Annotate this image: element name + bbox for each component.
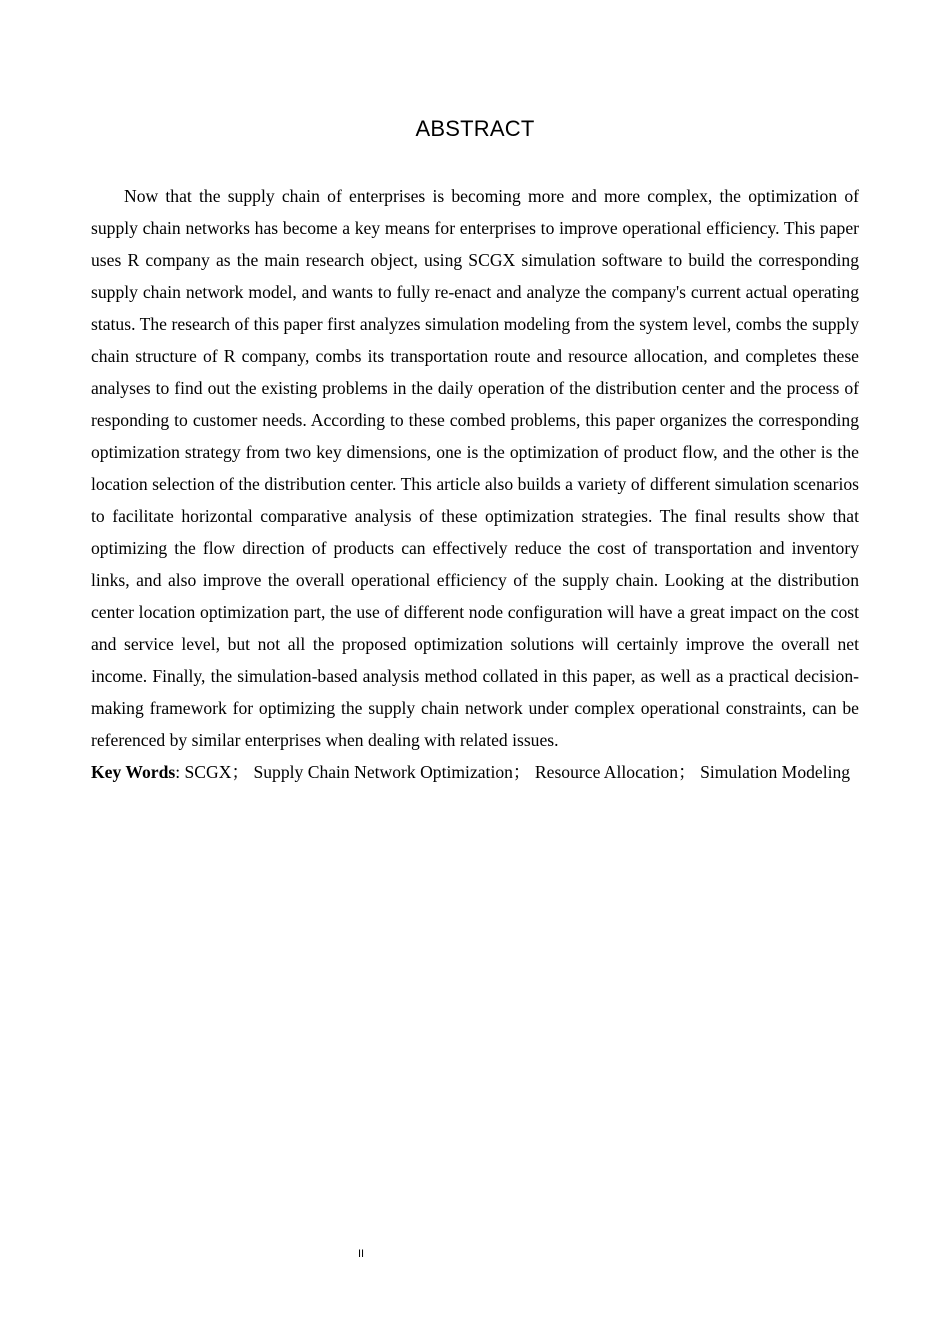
page-number: II — [358, 1248, 365, 1260]
abstract-heading: ABSTRACT — [415, 116, 535, 141]
keywords-list: : SCGX； Supply Chain Network Optimization； Resource Allocation； Simulation Modeling — [175, 762, 851, 782]
keywords-label: Key Words — [91, 762, 176, 782]
abstract-body — [91, 180, 859, 788]
abstract-paragraph: Now that the supply chain of enterprises is becoming more and more complex, the optimization of supply chain networks has become a key means for enterprises to improve operational efficiency. This paper uses R company as the main research object, using SCGX simulation software to build the corresponding supply chain network model, and wants to fully re-enact and analyze the company's current actual operating status. The research of this paper first analyzes simulation modeling from the system level, combs the supply chain structure of R company, combs its transportation route and resource allocation, and completes these analyses to find out the existing problems in the daily operation of the distribution center and the process of responding to customer needs. According to these combed problems, this paper organizes the corresponding optimization strategy from two key dimensions, one is the optimization of product flow, and the other is the location selection of the distribution center. This article also builds a variety of different simulation scenarios to facilitate horizontal comparative analysis of these optimization strategies. The final results show that optimizing the flow direction of products can effectively reduce the cost of transportation and inventory links, and also improve the overall operational efficiency of the supply chain. Looking at the distribution center location optimization part, the use of different node configuration will have a great impact on the cost and service level, but not all the proposed optimization solutions will certainly improve the overall net income. Finally, the simulation-based analysis method collated in this paper, as well as a practical decision-making framework for optimizing the supply chain network under complex operational constraints, can be referenced by similar enterprises when dealing with related issues. — [91, 186, 859, 750]
keywords-line — [91, 756, 859, 788]
